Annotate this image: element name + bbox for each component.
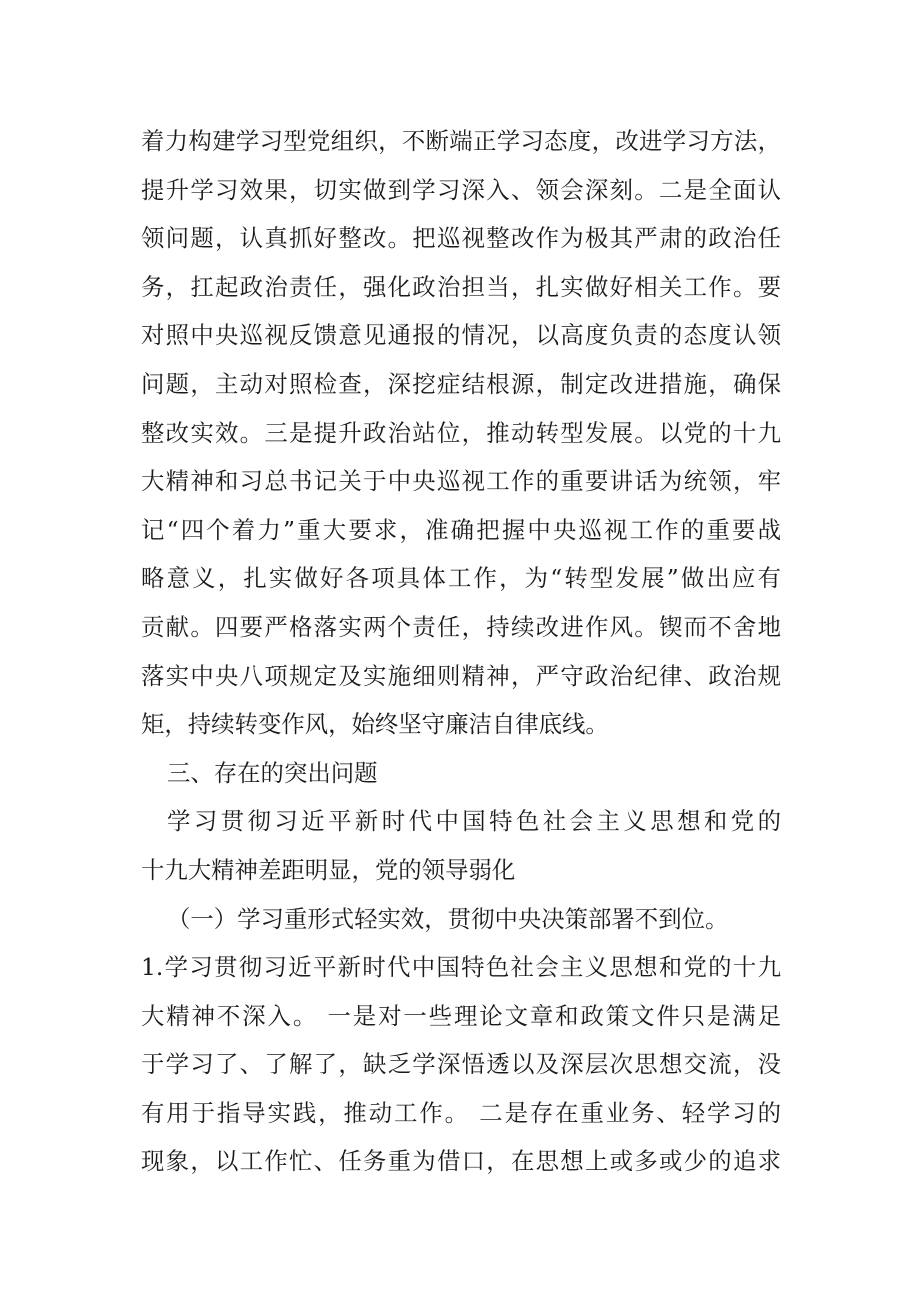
text-line: 对照中央巡视反馈意见通报的情况，以高度负责的态度认领 (141, 321, 781, 350)
text-line: 大精神不深入。 一是对一些理论文章和政策文件只是满足 (141, 1001, 781, 1030)
document-body (141, 117, 781, 1186)
subsection-heading: （一）学习重形式轻实效，贯彻中央决策部署不到位。 (167, 904, 729, 933)
text-line: 着力构建学习型党组织，不断端正学习态度，改进学习方法， (141, 127, 781, 155)
text-line: 学习贯彻习近平新时代中国特色社会主义思想和党的 (167, 807, 781, 836)
text-line: 务，扛起政治责任，强化政治担当，扎实做好相关工作。要 (141, 272, 781, 301)
text-line: 略意义，扎实做好各项具体工作，为“转型发展”做出应有 (141, 564, 781, 593)
text-line: 于学习了、了解了，缺乏学深悟透以及深层次思想交流，没 (141, 1050, 781, 1079)
text-line: 问题，主动对照检查，深挖症结根源，制定改进措施，确保 (141, 369, 781, 398)
text-line: 提升学习效果，切实做到学习深入、领会深刻。二是全面认 (141, 175, 781, 204)
text-line: 现象，以工作忙、任务重为借口，在思想上或多或少的追求 (141, 1147, 781, 1176)
text-line: 整改实效。三是提升政治站位，推动转型发展。以党的十九 (141, 418, 781, 447)
text-line: 记“四个着力”重大要求，准确把握中央巡视工作的重要战 (141, 515, 781, 544)
text-line: 领问题，认真抓好整改。把巡视整改作为极其严肃的政治任 (141, 224, 781, 253)
text-line: 大精神和习总书记关于中央巡视工作的重要讲话为统领，牢 (141, 467, 781, 496)
text-line: 1.学习贯彻习近平新时代中国特色社会主义思想和党的十九 (141, 953, 781, 982)
text-line: 贡献。四要严格落实两个责任，持续改进作风。锲而不舍地 (141, 612, 781, 641)
text-line: 有用于指导实践，推动工作。 二是存在重业务、轻学习的 (141, 1098, 781, 1127)
text-line: 十九大精神差距明显，党的领导弱化 (141, 855, 516, 884)
section-heading: 三、存在的突出问题 (167, 758, 378, 787)
text-line: 落实中央八项规定及实施细则精神，严守政治纪律、政治规 (141, 661, 781, 690)
text-line: 矩，持续转变作风，始终坚守廉洁自律底线。 (141, 710, 609, 739)
